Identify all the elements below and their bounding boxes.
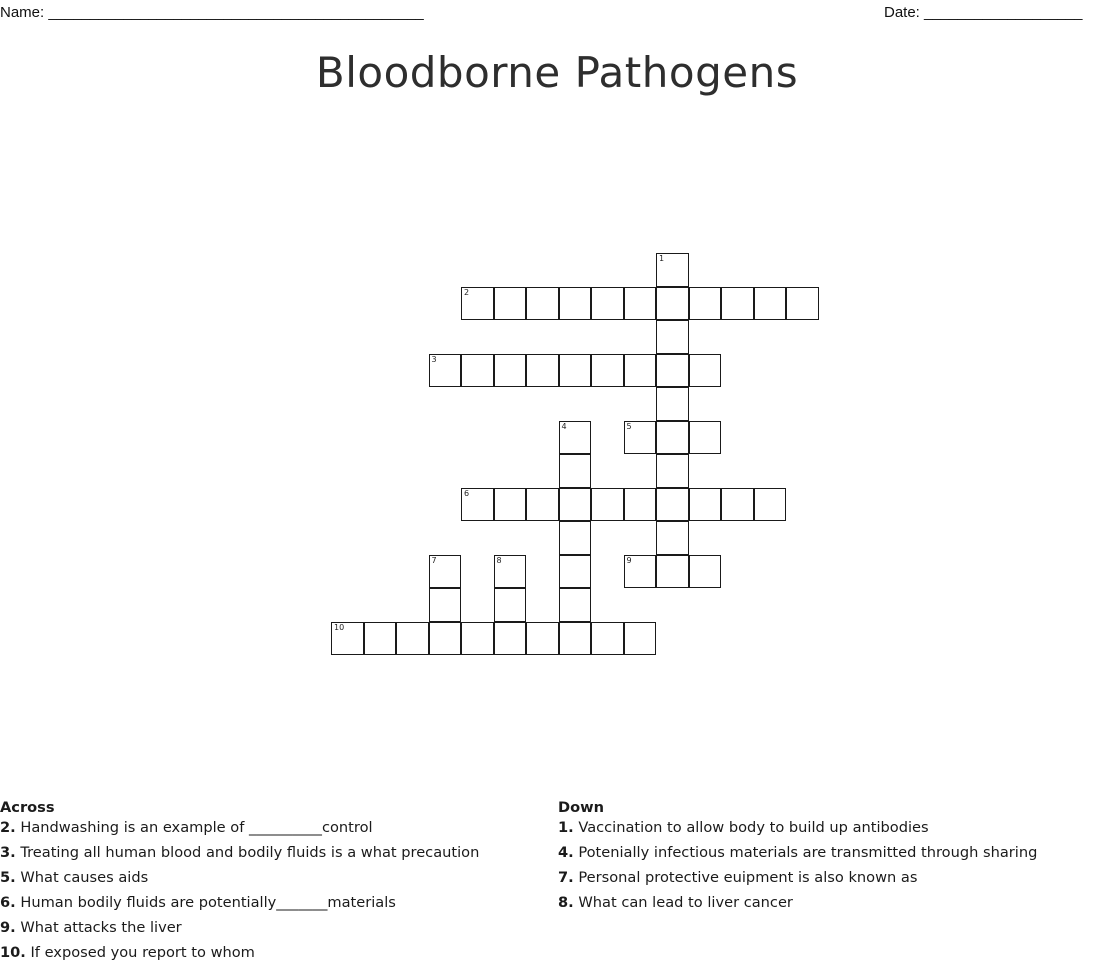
page-title: Bloodborne Pathogens <box>315 48 799 97</box>
crossword-cell[interactable] <box>689 287 722 321</box>
crossword-cell[interactable] <box>526 287 559 321</box>
crossword-cell[interactable] <box>364 622 397 656</box>
crossword-cell[interactable] <box>624 287 657 321</box>
crossword-cell[interactable] <box>624 488 657 522</box>
clue-number: 2. <box>0 819 16 836</box>
crossword-cell[interactable] <box>591 287 624 321</box>
clue-number: 6. <box>0 894 16 911</box>
crossword-cell[interactable] <box>689 555 722 589</box>
clue-number: 9. <box>0 919 16 936</box>
crossword-cell[interactable] <box>526 354 559 388</box>
crossword-cell[interactable] <box>559 454 592 488</box>
clue-item <box>558 844 1114 869</box>
down-heading: Down <box>558 799 605 816</box>
crossword-cell[interactable] <box>429 588 462 622</box>
crossword-cell[interactable] <box>656 354 689 388</box>
clue-item <box>0 869 540 894</box>
clue-item <box>0 844 540 869</box>
crossword-cell[interactable] <box>624 555 657 589</box>
clue-item <box>0 919 540 944</box>
crossword-cell[interactable] <box>494 622 527 656</box>
clue-item <box>0 944 540 969</box>
crossword-cell[interactable] <box>559 521 592 555</box>
crossword-cell[interactable] <box>656 454 689 488</box>
crossword-cell[interactable] <box>429 622 462 656</box>
down-clue-list <box>558 819 1114 919</box>
clue-number-label: 2 <box>464 287 470 297</box>
across-clue-list <box>0 819 540 969</box>
clue-number-label: 4 <box>561 421 567 431</box>
clue-text: Treating all human blood and bodily fluids is a what precaution <box>20 844 480 861</box>
clue-item <box>558 869 1114 894</box>
clue-number-label: 6 <box>464 488 470 498</box>
crossword-cell[interactable] <box>656 253 689 287</box>
crossword-cell[interactable] <box>494 488 527 522</box>
crossword-cell[interactable] <box>656 555 689 589</box>
crossword-cell[interactable] <box>656 488 689 522</box>
crossword-cell[interactable] <box>721 287 754 321</box>
crossword-cell[interactable] <box>559 555 592 589</box>
clue-text: Vaccination to allow body to build up antibodies <box>578 819 929 836</box>
clue-number-label: 9 <box>626 555 632 565</box>
clue-item <box>558 894 1114 919</box>
clue-number: 1. <box>558 819 574 836</box>
clue-number: 3. <box>0 844 16 861</box>
crossword-cell[interactable] <box>526 622 559 656</box>
crossword-cell[interactable] <box>429 354 462 388</box>
crossword-cell[interactable] <box>689 421 722 455</box>
crossword-cell[interactable] <box>689 354 722 388</box>
date-field-label: Date: ___________________ <box>884 4 1083 21</box>
clue-text: Human bodily fluids are potentially_______materials <box>20 894 396 911</box>
crossword-cell[interactable] <box>591 622 624 656</box>
name-field-label: Name: _____________________________________________ <box>0 4 424 21</box>
crossword-cell[interactable] <box>461 488 494 522</box>
clue-text: Handwashing is an example of __________control <box>20 819 373 836</box>
across-heading: Across <box>0 799 55 816</box>
crossword-cell[interactable] <box>624 354 657 388</box>
clue-text: If exposed you report to whom <box>30 944 255 961</box>
crossword-cell[interactable] <box>559 354 592 388</box>
clue-item <box>0 819 540 844</box>
crossword-cell[interactable] <box>396 622 429 656</box>
clue-text: What can lead to liver cancer <box>578 894 793 911</box>
crossword-cell[interactable] <box>494 588 527 622</box>
crossword-cell[interactable] <box>754 488 787 522</box>
crossword-cell[interactable] <box>656 320 689 354</box>
crossword-cell[interactable] <box>786 287 819 321</box>
crossword-cell[interactable] <box>591 354 624 388</box>
clue-number: 10. <box>0 944 26 961</box>
crossword-cell[interactable] <box>656 387 689 421</box>
clue-text: What causes aids <box>20 869 149 886</box>
clue-number-label: 3 <box>431 354 437 364</box>
crossword-cell[interactable] <box>624 622 657 656</box>
clue-text: What attacks the liver <box>20 919 182 936</box>
across-clues <box>0 799 540 969</box>
clue-number: 4. <box>558 844 574 861</box>
crossword-cell[interactable] <box>656 421 689 455</box>
crossword-cell[interactable] <box>461 354 494 388</box>
crossword-cell[interactable] <box>331 622 364 656</box>
crossword-cell[interactable] <box>721 488 754 522</box>
clue-number-label: 10 <box>334 622 345 632</box>
down-clues <box>558 799 1114 919</box>
clue-text: Potenially infectious materials are transmitted through sharing <box>578 844 1038 861</box>
crossword-cell[interactable] <box>461 287 494 321</box>
crossword-cell[interactable] <box>559 287 592 321</box>
crossword-cell[interactable] <box>656 287 689 321</box>
clue-text: Personal protective euipment is also known as <box>578 869 918 886</box>
clue-number: 7. <box>558 869 574 886</box>
crossword-cell[interactable] <box>559 488 592 522</box>
crossword-cell[interactable] <box>494 354 527 388</box>
crossword-cell[interactable] <box>656 521 689 555</box>
crossword-cell[interactable] <box>559 421 592 455</box>
crossword-cell[interactable] <box>559 588 592 622</box>
crossword-cell[interactable] <box>591 488 624 522</box>
clue-number: 8. <box>558 894 574 911</box>
clue-number-label: 5 <box>626 421 632 431</box>
crossword-cell[interactable] <box>689 488 722 522</box>
clue-number-label: 8 <box>496 555 502 565</box>
clue-item <box>0 894 540 919</box>
crossword-cell[interactable] <box>754 287 787 321</box>
crossword-cell[interactable] <box>494 555 527 589</box>
crossword-cell[interactable] <box>429 555 462 589</box>
crossword-cell[interactable] <box>624 421 657 455</box>
crossword-cell[interactable] <box>559 622 592 656</box>
clue-number: 5. <box>0 869 16 886</box>
clue-number-label: 1 <box>659 254 665 263</box>
crossword-cell[interactable] <box>494 287 527 321</box>
crossword-cell[interactable] <box>461 622 494 656</box>
crossword-cell[interactable] <box>526 488 559 522</box>
clue-number-label: 7 <box>431 555 437 565</box>
clue-item <box>558 819 1114 844</box>
